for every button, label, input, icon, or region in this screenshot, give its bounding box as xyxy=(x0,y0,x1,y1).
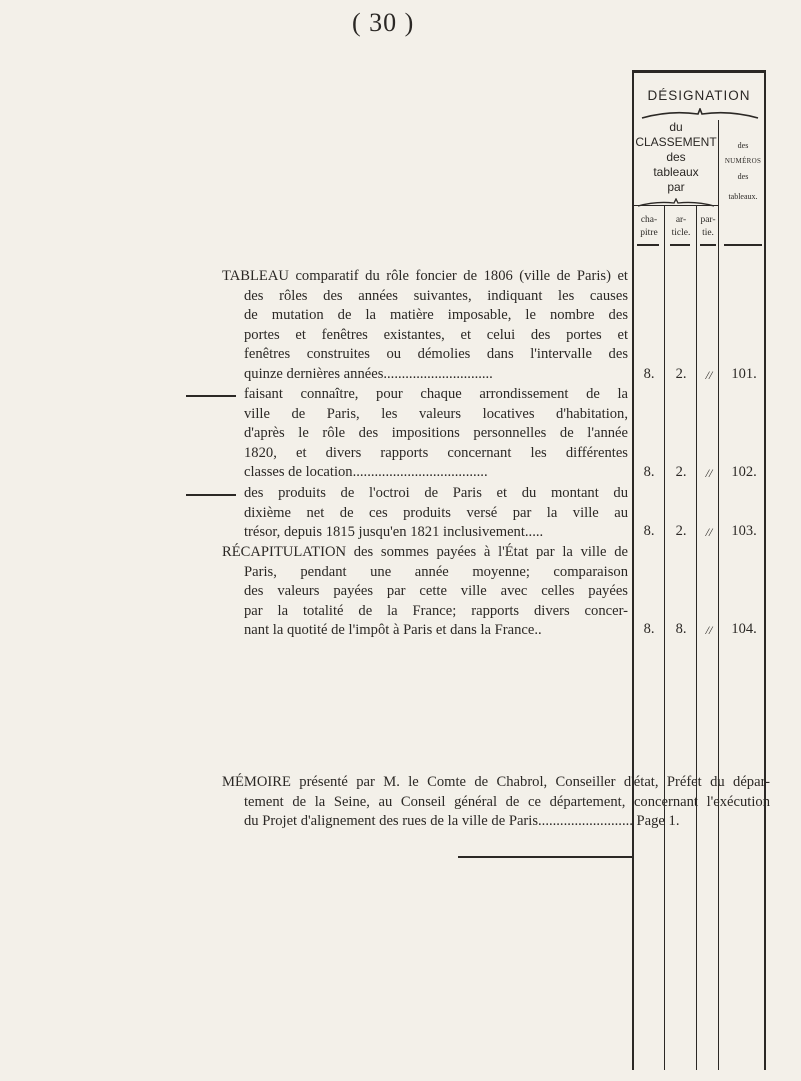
memoire-paragraph xyxy=(222,773,770,832)
article-cell: 8. xyxy=(675,621,687,637)
numeros-line: NUMÉROS xyxy=(724,157,762,165)
chapitre-cell: 8. xyxy=(643,464,655,480)
chapitre-line: pitre xyxy=(640,228,658,238)
entry-line: Paris, pendant une année moyenne; comparaison xyxy=(244,563,628,580)
entry-line: fenêtres construites ou démolies dans l'intervalle des xyxy=(244,346,628,363)
header-right-rule xyxy=(764,70,766,1070)
numero-cell: 103. xyxy=(731,523,757,539)
entry-line: de mutation de la matière imposable, le nombre des xyxy=(244,307,628,324)
memoire-line: du Projet d'alignement des rues de la ville de Paris.......................... Page 1. xyxy=(244,813,680,830)
partie-cell: // xyxy=(705,525,713,539)
entry-line: TABLEAU comparatif du rôle foncier de 1806 (ville de Paris) et xyxy=(222,268,628,284)
memoire-line: tement de la Seine, au Conseil général de ce département, concernant l'exécution xyxy=(244,793,770,810)
entry-line: portes et fenêtres existantes, et celui des portes et xyxy=(244,326,628,343)
entry-line: faisant connaître, pour chaque arrondissement de la xyxy=(244,386,628,402)
page-number: ( 30 ) xyxy=(352,8,415,37)
designation-heading: DÉSIGNATION xyxy=(647,88,751,103)
table-row xyxy=(222,543,628,641)
table-row xyxy=(222,267,628,385)
entry-line: d'après le rôle des impositions personnelles de l'année xyxy=(244,425,628,442)
numeros-line: des xyxy=(737,141,749,150)
article-line: ticle. xyxy=(671,228,691,238)
ditto-dash xyxy=(186,494,236,496)
entry-line: des valeurs payées par cette ville avec celles payées xyxy=(244,583,628,600)
entry-line: par la totalité de la France; rapports divers concer- xyxy=(244,602,628,619)
entry-line: ville de Paris, les valeurs locatives d'habitation, xyxy=(244,405,628,422)
article-line: ar- xyxy=(675,215,687,225)
chapitre-cell: 8. xyxy=(643,621,655,637)
article-cell: 2. xyxy=(675,464,687,480)
chapitre-divider xyxy=(664,205,665,1070)
numero-cell: 101. xyxy=(731,366,757,382)
numero-cell: 102. xyxy=(731,464,757,480)
article-heading xyxy=(666,214,696,240)
header-bottom-rule-part xyxy=(700,244,716,246)
header-top-rule xyxy=(632,70,766,73)
chapitre-line: cha- xyxy=(640,215,658,225)
entry-line: trésor, depuis 1815 jusqu'en 1821 inclusivement..... xyxy=(244,524,544,541)
classement-line: des xyxy=(666,150,686,164)
classement-line: CLASSEMENT xyxy=(635,135,717,149)
entry-line: des produits de l'octroi de Paris et du montant du xyxy=(244,485,628,501)
article-cell: 2. xyxy=(675,366,687,382)
entry-line: RÉCAPITULATION des sommes payées à l'État par la ville de xyxy=(222,544,628,560)
partie-line: par- xyxy=(700,215,716,225)
partie-cell: // xyxy=(705,466,713,480)
memoire-line: MÉMOIRE présenté par M. le Comte de Chabrol, Conseiller d'état, Préfet du dépar- xyxy=(222,774,770,790)
numero-cell: 104. xyxy=(731,621,757,637)
classement-line: du xyxy=(669,120,683,134)
designation-brace-icon xyxy=(640,108,760,120)
header-bottom-rule-chap xyxy=(637,244,659,246)
classement-line: tableaux xyxy=(653,165,699,179)
partie-cell: // xyxy=(705,368,713,382)
classement-line: par xyxy=(667,180,685,194)
entry-line: dixième net de ces produits versé par la ville au xyxy=(244,504,628,521)
chapitre-cell: 8. xyxy=(643,523,655,539)
numeros-line: des xyxy=(737,172,749,181)
entry-line: des rôles des années suivantes, indiquant les causes xyxy=(244,287,628,304)
numeros-divider xyxy=(718,120,719,1070)
header-bottom-rule-art xyxy=(670,244,690,246)
ditto-dash xyxy=(186,395,236,397)
classement-brace-icon xyxy=(636,198,716,207)
partie-line: tie. xyxy=(702,228,714,238)
numeros-heading xyxy=(720,140,766,202)
partie-heading xyxy=(698,214,718,240)
entry-line: nant la quotité de l'impôt à Paris et dans la France.. xyxy=(244,622,542,639)
table-row xyxy=(244,484,628,543)
entry-line: classes de location..................................... xyxy=(244,464,488,481)
entry-line: 1820, et divers rapports concernant les différentes xyxy=(244,444,628,461)
chapitre-cell: 8. xyxy=(643,366,655,382)
entry-line: quinze dernières années.............................. xyxy=(244,365,493,382)
article-cell: 2. xyxy=(675,523,687,539)
article-divider xyxy=(696,205,697,1070)
header-bottom-rule-num xyxy=(724,244,762,246)
partie-cell: // xyxy=(705,623,713,637)
numeros-line: tableaux. xyxy=(728,192,758,201)
chapitre-heading xyxy=(634,214,664,240)
classement-heading xyxy=(634,120,718,195)
table-row xyxy=(244,385,628,483)
bottom-rule xyxy=(458,856,634,858)
